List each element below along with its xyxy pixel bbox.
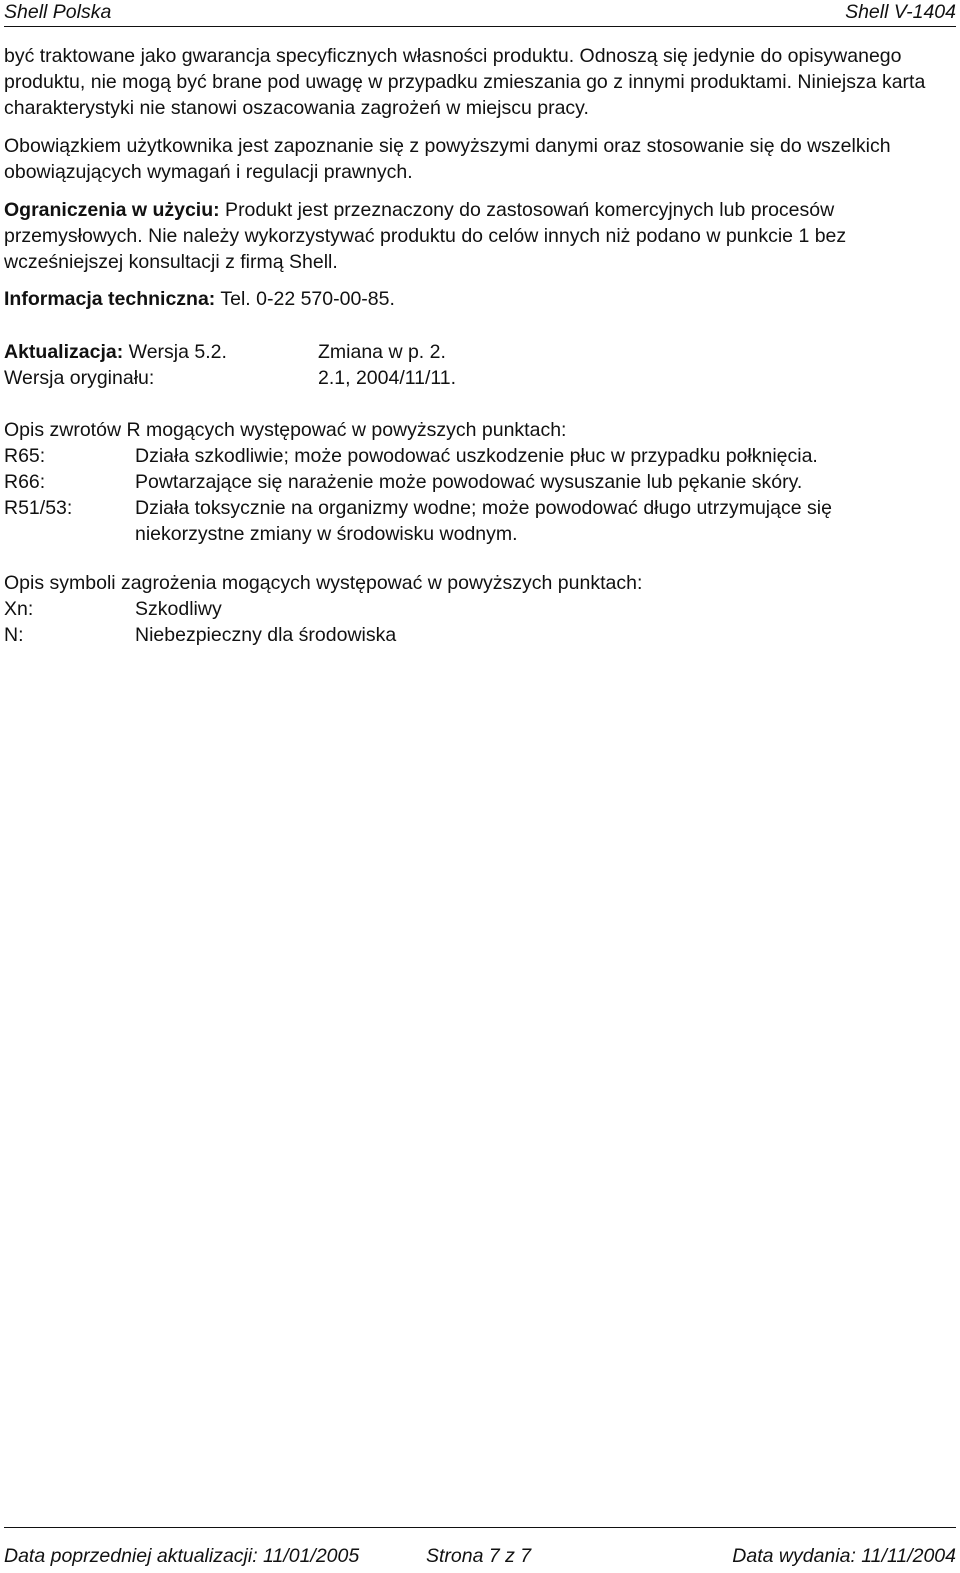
r-phrase-code: R65: [4,445,46,467]
footer-previous-update: Data poprzedniej aktualizacji: 11/01/2005 [4,1545,360,1567]
usage-restrictions-text: Produkt jest przeznaczony do zastosowań komercyjnych lub procesów przemysłowych. Nie należy wykorzystywać produktu do celów innych niż podano w punkcie 1 bez wcześniejszej konsultacji z firmą Shell. [4,199,847,273]
r-phrase-code: R66: [4,471,46,493]
list-item [4,622,954,648]
hazard-symbol-code: Xn: [4,598,34,620]
usage-restrictions-paragraph [4,197,958,275]
hazard-symbol-text: Szkodliwy [135,598,222,620]
user-obligation-paragraph [4,133,958,185]
list-item [4,596,954,622]
hazard-symbols-list [4,596,954,648]
list-item [4,443,954,469]
user-obligation-text: Obowiązkiem użytkownika jest zapoznanie się z powyższymi danymi oraz stosowanie się do wszelkich obowiązujących wymagań i regulacji prawnych. [4,135,891,183]
technical-info-label: Informacja techniczna: [4,288,216,310]
footer-issue-date: Data wydania: 11/11/2004 [732,1545,956,1567]
hazard-symbol-code: N: [4,624,24,646]
hazard-symbol-text: Niebezpieczny dla środowiska [135,624,397,646]
hazard-symbols-title: Opis symboli zagrożenia mogących występować w powyższych punktach: [4,572,643,594]
original-version-label: Wersja oryginału: [4,367,155,389]
r-phrase-code: R51/53: [4,497,73,519]
r-phrases-list [4,443,954,547]
original-version-value: 2.1, 2004/11/11. [318,367,457,389]
list-item [4,469,954,495]
r-phrase-text: Działa toksycznie na organizmy wodne; może powodować długo utrzymujące się niekorzystne zmiany w środowisku wodnym. [135,497,832,545]
page-header [4,0,956,27]
r-phrase-text: Działa szkodliwie; może powodować uszkodzenie płuc w przypadku połknięcia. [135,445,818,467]
r-phrase-text: Powtarzające się narażenie może powodować wysuszanie lub pękanie skóry. [135,471,803,493]
page-footer [4,1527,956,1572]
technical-info-text: Tel. 0-22 570-00-85. [215,288,395,310]
disclaimer-paragraph [4,43,958,121]
update-label: Aktualizacja: [4,341,124,363]
technical-info-paragraph [4,286,958,312]
header-product-code: Shell V-1404 [845,1,956,23]
header-company: Shell Polska [4,1,112,23]
update-change: Zmiana w p. 2. [318,341,446,363]
r-phrases-title: Opis zwrotów R mogących występować w powyższych punktach: [4,419,567,441]
update-version-value: Wersja 5.2. [123,341,227,363]
list-item [4,495,954,547]
footer-page-number: Strona 7 z 7 [426,1545,532,1567]
disclaimer-text: być traktowane jako gwarancja specyficznych własności produktu. Odnoszą się jedynie do opisywanego produktu, nie mogą być brane pod uwagę w przypadku zmieszania go z innymi produktami. Niniejsza karta charakterystyki nie stanowi oszacowania zagrożeń w miejscu pracy. [4,45,926,119]
update-version [4,339,227,365]
usage-restrictions-label: Ograniczenia w użyciu: [4,199,220,221]
